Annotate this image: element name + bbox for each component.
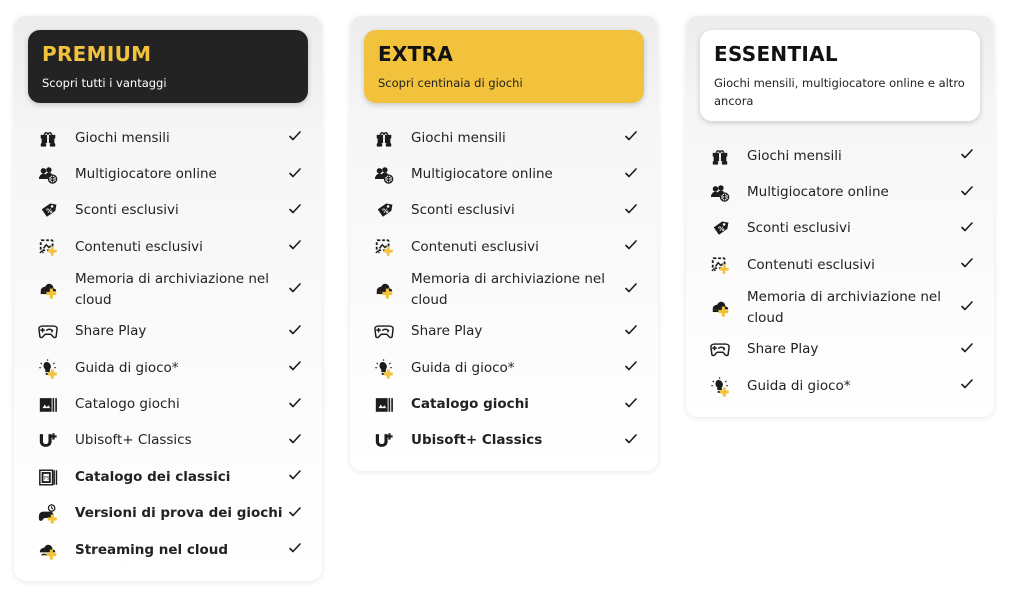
game-catalog-icon <box>28 394 58 416</box>
discount-tag-icon <box>28 200 58 222</box>
check-icon <box>288 129 306 147</box>
feature-label: Memoria di archiviazione nel cloud <box>411 270 605 308</box>
feature-label: Ubisoft+ Classics <box>75 432 192 449</box>
game-trial-icon <box>28 503 58 525</box>
check-icon <box>960 147 978 165</box>
check-icon <box>288 396 306 414</box>
feature-label: Multigiocatore online <box>75 166 217 183</box>
check-icon <box>288 505 306 523</box>
share-play-icon <box>700 339 730 361</box>
feature-label: Share Play <box>75 323 147 340</box>
share-play-icon <box>28 321 58 343</box>
feature-label: Giochi mensili <box>747 147 842 164</box>
feature-row <box>364 266 658 314</box>
feature-row <box>28 120 322 156</box>
feature-label: Guida di gioco* <box>411 359 515 376</box>
feature-row <box>28 532 322 568</box>
feature-row <box>700 332 994 368</box>
game-help-icon <box>364 357 394 379</box>
check-icon <box>624 166 642 184</box>
check-icon <box>960 184 978 202</box>
check-icon <box>288 202 306 220</box>
gift-controller-icon <box>364 127 394 149</box>
check-icon <box>288 541 306 559</box>
share-play-icon <box>364 321 394 343</box>
check-icon <box>624 238 642 256</box>
feature-row <box>28 193 322 229</box>
feature-label: Contenuti esclusivi <box>75 238 203 255</box>
feature-row <box>28 314 322 350</box>
plan-title: ESSENTIAL <box>714 42 838 66</box>
feature-row <box>364 229 658 265</box>
feature-row <box>28 423 322 459</box>
feature-row <box>700 211 994 247</box>
multiplayer-globe-icon <box>364 164 394 186</box>
feature-label: Memoria di archiviazione nel cloud <box>75 270 269 308</box>
feature-row <box>28 266 322 314</box>
game-help-icon <box>700 375 730 397</box>
feature-row <box>700 138 994 174</box>
gift-controller-icon <box>28 127 58 149</box>
check-icon <box>624 432 642 450</box>
feature-label: Catalogo giochi <box>411 396 529 413</box>
feature-row <box>364 193 658 229</box>
discount-tag-icon <box>700 218 730 240</box>
feature-row <box>700 284 994 332</box>
feature-row <box>28 350 322 386</box>
plan-subtitle: Scopri tutti i vantaggi <box>42 76 167 90</box>
check-icon <box>960 220 978 238</box>
exclusive-content-icon <box>700 254 730 276</box>
feature-row <box>364 386 658 422</box>
feature-row <box>28 386 322 422</box>
feature-row <box>28 229 322 265</box>
svg-text:PS: PS <box>43 476 50 482</box>
cloud-storage-icon <box>364 279 394 301</box>
feature-list <box>686 138 994 404</box>
feature-label: Share Play <box>411 323 483 340</box>
exclusive-content-icon <box>364 236 394 258</box>
check-icon <box>960 341 978 359</box>
feature-row <box>700 174 994 210</box>
feature-label: Sconti esclusivi <box>747 220 851 237</box>
check-icon <box>288 238 306 256</box>
check-icon <box>624 396 642 414</box>
feature-label: Sconti esclusivi <box>411 202 515 219</box>
feature-label: Catalogo dei classici <box>75 468 231 485</box>
feature-label: Versioni di prova dei giochi <box>75 505 283 522</box>
feature-list <box>14 120 322 568</box>
ubisoft-plus-icon <box>364 430 394 452</box>
gift-controller-icon <box>700 145 730 167</box>
feature-label: Multigiocatore online <box>411 166 553 183</box>
plan-header-essential[interactable] <box>700 30 980 121</box>
discount-tag-icon <box>364 200 394 222</box>
check-icon <box>288 359 306 377</box>
feature-row <box>28 156 322 192</box>
feature-label: Memoria di archiviazione nel cloud <box>747 288 941 326</box>
check-icon <box>960 256 978 274</box>
check-icon <box>288 166 306 184</box>
feature-label: Sconti esclusivi <box>75 202 179 219</box>
feature-label: Share Play <box>747 341 819 358</box>
feature-row <box>364 120 658 156</box>
check-icon <box>288 281 306 299</box>
feature-label: Guida di gioco* <box>747 377 851 394</box>
feature-row <box>364 423 658 459</box>
svg-text:%: % <box>46 208 53 216</box>
plan-card-essential <box>686 16 994 417</box>
multiplayer-globe-icon <box>28 164 58 186</box>
check-icon <box>288 432 306 450</box>
svg-text:%: % <box>718 226 725 234</box>
cloud-storage-icon <box>700 297 730 319</box>
feature-list <box>350 120 658 459</box>
feature-label: Streaming nel cloud <box>75 541 229 558</box>
game-help-icon <box>28 357 58 379</box>
feature-label: Catalogo giochi <box>75 396 180 413</box>
feature-row <box>700 368 994 404</box>
check-icon <box>288 468 306 486</box>
check-icon <box>624 323 642 341</box>
multiplayer-globe-icon <box>700 182 730 204</box>
feature-row <box>364 350 658 386</box>
classics-catalog-icon <box>28 466 58 488</box>
plan-card-extra <box>350 16 658 471</box>
feature-label: Contenuti esclusivi <box>747 256 875 273</box>
feature-row <box>28 496 322 532</box>
check-icon <box>960 377 978 395</box>
check-icon <box>624 202 642 220</box>
plan-title: EXTRA <box>378 42 454 66</box>
feature-label: Giochi mensili <box>411 129 506 146</box>
plan-title: PREMIUM <box>42 42 152 66</box>
ubisoft-plus-icon <box>28 430 58 452</box>
plan-subtitle: Scopri centinaia di giochi <box>378 76 523 90</box>
check-icon <box>624 359 642 377</box>
plan-header-extra[interactable] <box>364 30 644 103</box>
check-icon <box>960 299 978 317</box>
plan-subtitle: Giochi mensili, multigiocatore online e altro ancora <box>714 76 965 108</box>
feature-row <box>364 156 658 192</box>
cloud-storage-icon <box>28 279 58 301</box>
exclusive-content-icon <box>28 236 58 258</box>
feature-row <box>364 314 658 350</box>
svg-text:%: % <box>382 208 389 216</box>
feature-label: Multigiocatore online <box>747 184 889 201</box>
feature-row <box>700 247 994 283</box>
cloud-streaming-icon <box>28 539 58 561</box>
check-icon <box>624 281 642 299</box>
feature-row <box>28 459 322 495</box>
feature-label: Guida di gioco* <box>75 359 179 376</box>
feature-label: Giochi mensili <box>75 129 170 146</box>
game-catalog-icon <box>364 394 394 416</box>
check-icon <box>624 129 642 147</box>
check-icon <box>288 323 306 341</box>
plan-header-premium[interactable] <box>28 30 308 103</box>
feature-label: Ubisoft+ Classics <box>411 432 543 449</box>
feature-label: Contenuti esclusivi <box>411 238 539 255</box>
plan-card-premium <box>14 16 322 581</box>
